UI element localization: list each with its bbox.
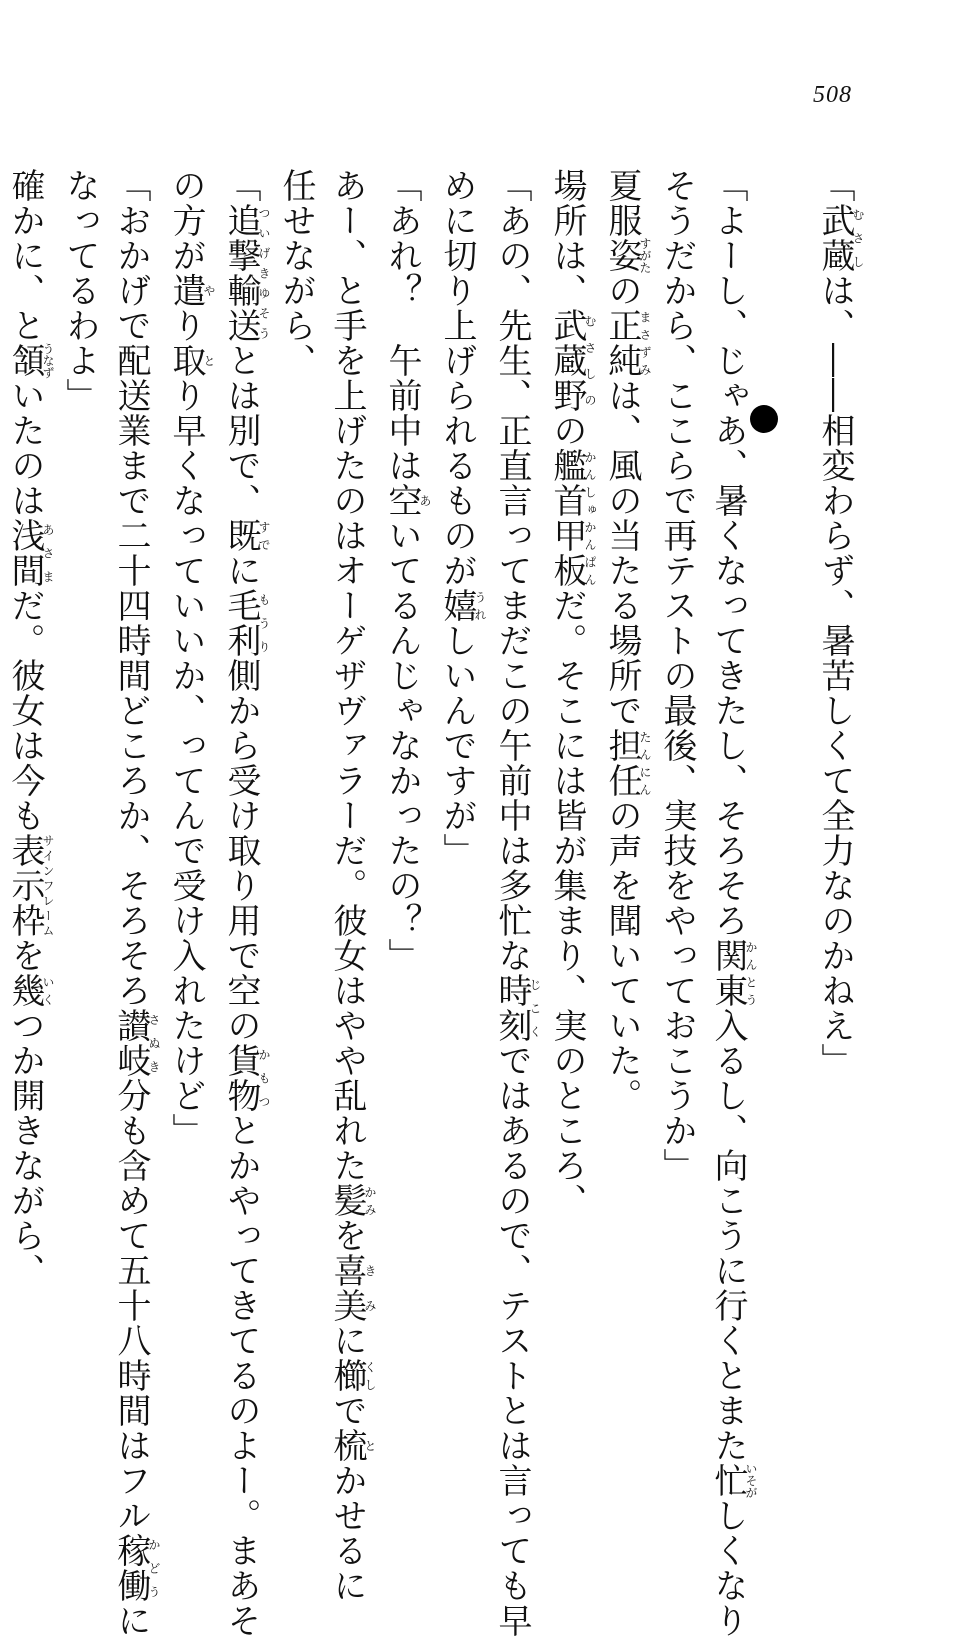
text-segment: つか開きながら、 [5, 1008, 45, 1288]
ruby-base: 喜美 [327, 1253, 367, 1323]
ruby-word [382, 483, 432, 518]
text-segment: の方が [166, 168, 206, 273]
text-line [486, 168, 542, 1638]
text-segment: 「 [815, 168, 855, 203]
text-segment: 分も含めて五十八時間はフル [111, 1078, 151, 1533]
ruby-base: 髪 [327, 1183, 367, 1218]
ruby-base: 時刻 [492, 973, 532, 1043]
ruby-word [327, 1428, 377, 1463]
text-segment: そうだから、ここらで再テストの最後、実技をやっておこうか」 [657, 168, 697, 1183]
text-segment: 「おかげで配送業まで二十四時間どころか、そろそろ [111, 168, 151, 1008]
ruby-reading: あ [418, 483, 432, 518]
text-segment: かせるに [327, 1463, 367, 1603]
ruby-base: 浅間 [5, 518, 45, 588]
ruby-reading: すがた [638, 237, 652, 274]
ruby-word [327, 1358, 377, 1393]
ruby-reading: いそが [744, 1462, 758, 1499]
ruby-reading: かもつ [257, 1043, 271, 1113]
ruby-base: 武蔵野 [547, 308, 587, 413]
ruby-base: 艦首甲板 [547, 448, 587, 588]
ruby-base: 関東 [708, 938, 748, 1008]
text-segment: り [166, 308, 206, 343]
text-segment: 任せながら、 [276, 168, 316, 378]
text-segment: の声を聞いていた。 [602, 798, 642, 1113]
ruby-base: 追撃輸送 [221, 203, 261, 343]
text-segment: なってるわよ」 [60, 168, 100, 413]
ruby-word [437, 588, 487, 623]
ruby-base: 讃岐 [111, 1008, 151, 1078]
ruby-reading: たんにん [638, 728, 652, 798]
ruby-reading: もうり [257, 588, 271, 658]
text-segment: とかやってきてるのよー。まあそ [221, 1113, 261, 1638]
ruby-word [221, 518, 271, 553]
ruby-word [327, 1253, 377, 1323]
ruby-word [602, 728, 652, 798]
text-line [431, 168, 486, 1268]
ruby-reading: うなず [41, 342, 55, 379]
text-segment: しくなり [708, 1498, 748, 1638]
text-line [215, 168, 271, 1638]
ruby-base: 櫛 [327, 1358, 367, 1393]
text-line [596, 168, 651, 1268]
ruby-word [5, 833, 55, 938]
ruby-word [815, 203, 865, 273]
ruby-word [166, 343, 216, 378]
ruby-word [166, 273, 216, 308]
text-segment: 入るし、向こうに行くとまた [708, 1008, 748, 1463]
text-segment: を [5, 938, 45, 973]
ruby-word [602, 308, 652, 378]
ruby-base: 表示枠 [5, 833, 45, 938]
text-line [105, 168, 161, 1638]
text-line [321, 168, 377, 1603]
ruby-base: 姿 [602, 237, 642, 274]
ruby-word [5, 973, 55, 1008]
text-segment: で [327, 1393, 367, 1428]
ruby-base: 担任 [602, 728, 642, 798]
text-line [0, 168, 55, 1288]
ruby-base: 遣 [166, 273, 206, 308]
ruby-base: 梳 [327, 1428, 367, 1463]
ruby-reading: うれ [473, 588, 487, 623]
ruby-word [327, 1183, 377, 1218]
ruby-base: 正純 [602, 308, 642, 378]
ruby-reading: かみ [363, 1183, 377, 1218]
text-segment: に [327, 1323, 367, 1358]
ruby-word [547, 448, 597, 588]
ruby-reading: かんとう [744, 938, 758, 1008]
text-segment: あー、と手を上げたのはオーゲザヴァラーだ。彼女はやや乱れた [327, 168, 367, 1183]
ruby-reading: くし [363, 1358, 377, 1393]
ruby-reading: かんしゅかんぱん [583, 448, 597, 588]
ruby-base: 幾 [5, 973, 45, 1008]
text-line [54, 168, 105, 1268]
text-segment: ではあるので、テストとは言っても早 [492, 1043, 532, 1638]
ruby-reading: すで [257, 518, 271, 553]
ruby-base: 既 [221, 518, 261, 553]
text-segment: 場所は、 [547, 168, 587, 308]
ruby-reading: と [363, 1428, 377, 1463]
ruby-base: 武蔵 [815, 203, 855, 273]
ruby-reading: むさしの [583, 308, 597, 413]
text-segment: り早くなっていいか、ってんで受け入れたけど」 [166, 378, 206, 1148]
text-segment: を [327, 1218, 367, 1253]
text-line [160, 168, 215, 1268]
ruby-reading: さぬき [147, 1008, 161, 1078]
text-segment: は、風の当たる場所で [602, 378, 642, 728]
ruby-word [221, 588, 271, 658]
ruby-reading: と [202, 343, 216, 378]
text-segment: 「 [221, 168, 261, 203]
text-segment: だ。彼女は今も [5, 588, 45, 833]
ruby-base: 取 [166, 343, 206, 378]
ruby-word [708, 938, 758, 1008]
ruby-word [221, 1043, 271, 1113]
text-segment: いたのは [5, 378, 45, 518]
text-line [541, 168, 596, 1268]
ruby-reading: あさま [41, 518, 55, 588]
ruby-word [602, 237, 652, 274]
text-segment: 夏服 [602, 168, 642, 238]
ruby-base: 稼働 [111, 1533, 151, 1603]
text-line [809, 168, 864, 1268]
ruby-word [5, 342, 55, 379]
text-segment: 「あれ？ 午前中は [382, 168, 422, 483]
page-number: 508 [813, 82, 852, 108]
text-segment: に [221, 553, 261, 588]
text-line [651, 168, 702, 1268]
text-line [702, 168, 758, 1638]
ruby-word [492, 973, 542, 1043]
text-segment: だ。そこには皆が集まり、実のところ、 [547, 588, 587, 1218]
text-segment: の [602, 273, 642, 308]
text-segment: の [547, 413, 587, 448]
ruby-word [5, 518, 55, 588]
text-segment: 確かに、と [5, 168, 45, 343]
ruby-reading: きみ [363, 1253, 377, 1323]
ruby-base: 毛利 [221, 588, 261, 658]
ruby-base: 忙 [708, 1462, 748, 1499]
ruby-word [547, 308, 597, 413]
vertical-text-body [0, 168, 865, 1638]
ruby-reading: まさずみ [638, 308, 652, 378]
ruby-reading: じこく [528, 973, 542, 1043]
text-segment: いてるんじゃなかったの？」 [382, 518, 422, 973]
text-segment: とは別で、 [221, 343, 261, 518]
ruby-reading: むさし [851, 203, 865, 273]
ruby-reading: サインフレーム [41, 833, 55, 938]
ruby-word [708, 1462, 758, 1499]
ruby-base: 空 [382, 483, 422, 518]
text-line [376, 168, 431, 1268]
ruby-word [111, 1533, 161, 1603]
ruby-base: 頷 [5, 342, 45, 379]
text-segment: 「あの、先生、正直言ってまだこの午前中は多忙な [492, 168, 532, 973]
ruby-reading: かどう [147, 1533, 161, 1603]
ruby-reading: や [202, 273, 216, 308]
ruby-base: 貨物 [221, 1043, 261, 1113]
text-segment: 「よーし、じゃあ、暑くなってきたし、そろそろ [708, 168, 748, 938]
text-segment: しいんですが」 [437, 623, 477, 868]
text-segment: めに切り上げられるものが [437, 168, 477, 588]
text-line [270, 168, 321, 1268]
text-segment: に [111, 1603, 151, 1638]
ruby-word [111, 1008, 161, 1078]
text-segment: は、――相変わらず、暑苦しくて全力なのかねえ」 [815, 273, 855, 1078]
ruby-reading: いく [41, 973, 55, 1008]
ruby-reading: ついげきゆそう [257, 203, 271, 343]
ruby-base: 嬉 [437, 588, 477, 623]
text-segment: 側から受け取り用で空の [221, 658, 261, 1043]
ruby-word [221, 203, 271, 343]
